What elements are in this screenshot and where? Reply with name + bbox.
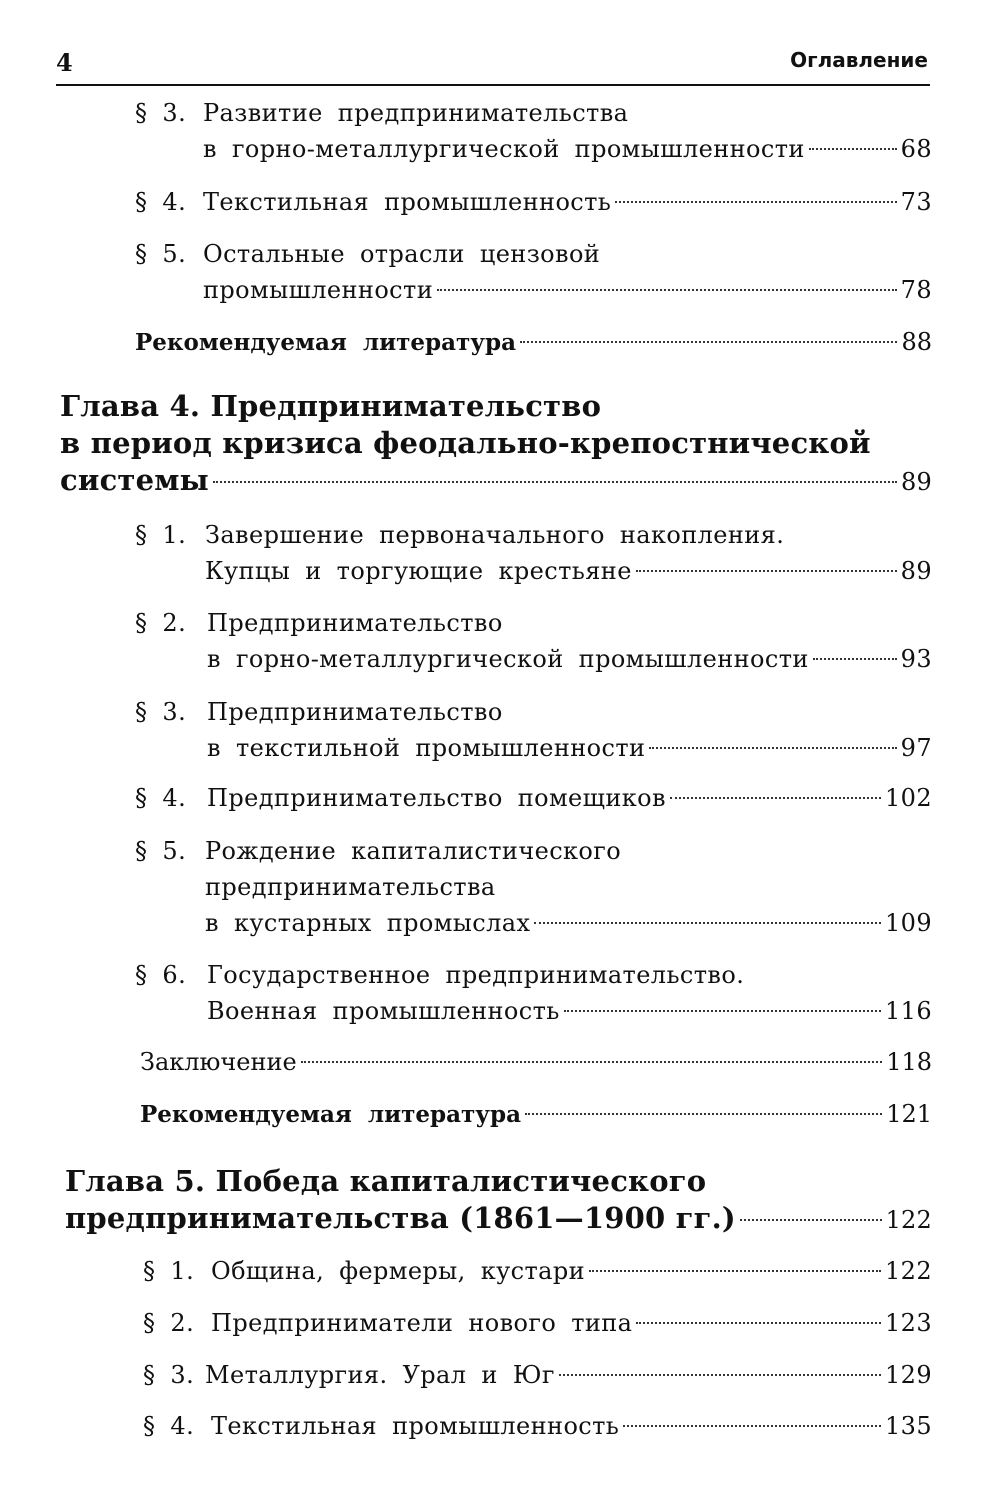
section-number: § 2.: [135, 609, 187, 637]
dot-leader: [636, 570, 897, 572]
section-number: § 5.: [135, 837, 187, 865]
entry-title-line: Заключение: [140, 1048, 297, 1076]
entry-page-number: 129: [884, 1361, 932, 1389]
entry-page-number: 73: [900, 188, 932, 216]
entry-title-line: в текстильной промышленности: [207, 734, 646, 762]
dot-leader: [520, 341, 897, 343]
toc-chapter-entry: [65, 1163, 932, 1237]
section-number: § 3.: [143, 1361, 195, 1389]
dot-leader: [670, 797, 881, 799]
section-number: § 3.: [135, 698, 187, 726]
dot-leader: [740, 1219, 882, 1221]
dot-leader: [636, 1322, 881, 1324]
entry-title-line: в кустарных промыслах: [205, 909, 531, 937]
entry-page-number: 89: [901, 468, 932, 496]
entry-title-line: Военная промышленность: [207, 997, 560, 1025]
entry-title-line: Глава 4. Предпринимательство: [60, 389, 602, 423]
entry-title-line: Община, фермеры, кустари: [211, 1257, 586, 1285]
dot-leader: [437, 289, 897, 291]
entry-page-number: 88: [901, 328, 932, 356]
entry-title-line: Развитие предпринимательства: [203, 99, 629, 127]
entry-title-line: Завершение первоначального накопления.: [205, 521, 785, 549]
dot-leader: [213, 481, 897, 483]
entry-title-line: промышленности: [203, 276, 434, 304]
entry-title-line: Глава 5. Победа капиталистического: [65, 1164, 707, 1198]
entry-page-number: 135: [884, 1412, 932, 1440]
dot-leader: [623, 1425, 881, 1427]
entry-title-line: Металлургия. Урал и Юг: [205, 1361, 555, 1389]
toc-entry: [143, 1357, 932, 1393]
entry-title-line: Купцы и торгующие крестьяне: [205, 557, 632, 585]
entry-title-line: Рекомендуемая литература: [135, 329, 516, 356]
entry-page-number: 68: [900, 135, 932, 163]
section-number: § 6.: [135, 961, 187, 989]
dot-leader: [301, 1061, 883, 1063]
entry-title-line: Предприниматели нового типа: [211, 1309, 633, 1337]
section-number: § 1.: [143, 1257, 195, 1285]
dot-leader: [525, 1113, 882, 1115]
entry-title-line: Рекомендуемая литература: [140, 1101, 521, 1128]
section-number: § 4.: [143, 1412, 195, 1440]
toc-entry: [135, 184, 932, 220]
dot-leader: [649, 747, 896, 749]
page-number: 4: [56, 48, 73, 77]
toc-entry: [135, 957, 932, 1029]
entry-title-line: Предпринимательство: [207, 609, 503, 637]
toc-entry: [135, 780, 932, 816]
header-rule: [56, 84, 930, 86]
entry-page-number: 122: [885, 1206, 932, 1234]
dot-leader: [589, 1270, 881, 1272]
toc-entry: [135, 694, 932, 766]
entry-page-number: 123: [884, 1309, 932, 1337]
section-number: § 5.: [135, 240, 187, 268]
toc-entry: [135, 517, 932, 589]
toc-entry: [143, 1305, 932, 1341]
dot-leader: [559, 1374, 881, 1376]
entry-title-line: в горно-металлургической промышленности: [203, 135, 805, 163]
section-number: § 1.: [135, 521, 187, 549]
entry-page-number: 89: [900, 557, 932, 585]
section-number: § 2.: [143, 1309, 195, 1337]
entry-page-number: 97: [900, 734, 932, 762]
entry-page-number: 118: [886, 1048, 932, 1076]
toc-entry: [135, 833, 932, 941]
toc-entry: [143, 1408, 932, 1444]
entry-title-line: Остальные отрасли цензовой: [203, 240, 601, 268]
running-header-title: Оглавление: [790, 48, 928, 72]
toc-entry: [140, 1044, 932, 1080]
toc-entry: [140, 1096, 932, 1132]
entry-title-line: предпринимательства: [205, 873, 496, 901]
dot-leader: [564, 1010, 881, 1012]
entry-title-line: Государственное предпринимательство.: [207, 961, 745, 989]
dot-leader: [534, 922, 881, 924]
entry-title-line: предпринимательства (1861—1900 гг.): [65, 1201, 736, 1235]
entry-title-line: системы: [60, 463, 209, 497]
toc-entry: [135, 324, 932, 360]
entry-title-line: Текстильная промышленность: [203, 188, 612, 216]
entry-page-number: 93: [900, 645, 932, 673]
entry-page-number: 121: [886, 1100, 932, 1128]
entry-page-number: 122: [884, 1257, 932, 1285]
entry-title-line: Текстильная промышленность: [211, 1412, 620, 1440]
entry-title-line: Предпринимательство помещиков: [207, 784, 666, 812]
section-number: § 3.: [135, 99, 187, 127]
entry-title-line: в горно-металлургической промышленности: [207, 645, 809, 673]
dot-leader: [615, 201, 896, 203]
dot-leader: [813, 658, 897, 660]
entry-page-number: 102: [884, 784, 932, 812]
toc-entry: [143, 1253, 932, 1289]
section-number: § 4.: [135, 188, 187, 216]
entry-title-line: в период кризиса феодально-крепостнической: [60, 426, 871, 460]
entry-title-line: Рождение капиталистического: [205, 837, 622, 865]
section-number: § 4.: [135, 784, 187, 812]
toc-entry: [135, 236, 932, 308]
toc-entry: [135, 605, 932, 677]
entry-title-line: Предпринимательство: [207, 698, 503, 726]
entry-page-number: 116: [884, 997, 932, 1025]
entry-page-number: 109: [884, 909, 932, 937]
entry-page-number: 78: [900, 276, 932, 304]
dot-leader: [809, 148, 897, 150]
toc-chapter-entry: [60, 388, 932, 499]
toc-entry: [135, 95, 932, 167]
